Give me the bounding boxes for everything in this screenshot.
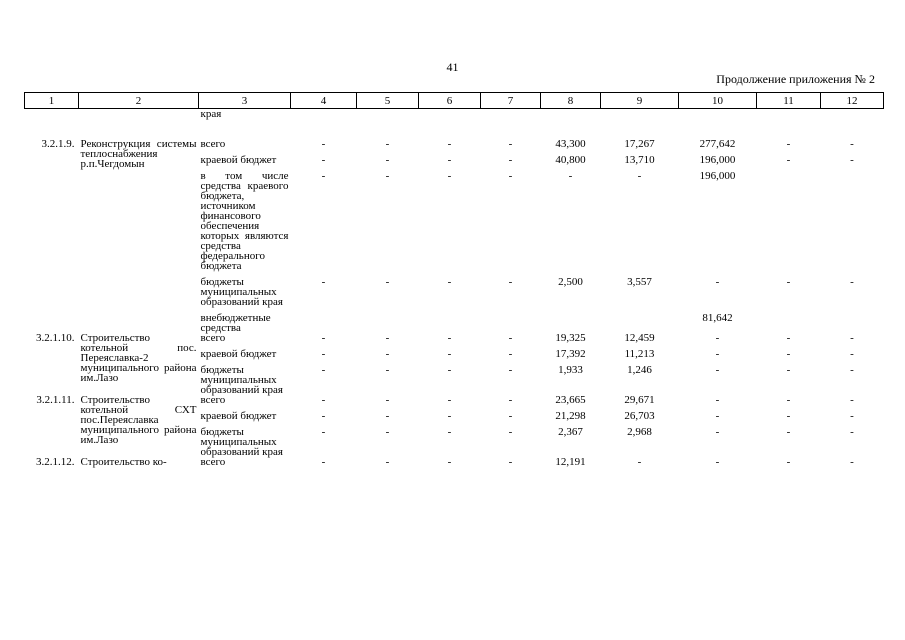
value-cell-c12: - (850, 154, 854, 166)
value-cell-c12: - (850, 276, 854, 288)
value-cell-c10: 81,642 (702, 312, 733, 324)
value-cell-c5: - (385, 348, 390, 360)
value-cell-c11: - (786, 138, 791, 150)
column-header: 2 (79, 93, 199, 109)
value-cell-c4: - (321, 154, 326, 166)
value-cell-c10: 196,000 (699, 154, 736, 166)
value-cell-c10: - (715, 456, 720, 468)
value-cell-c6 (419, 307, 481, 333)
item-code: 3.2.1.10. (36, 332, 75, 344)
value-cell-c8: 17,392 (555, 348, 586, 360)
value-cell-c10: - (715, 348, 720, 360)
table-row (25, 457, 884, 467)
value-cell-c8: 2,500 (558, 276, 583, 288)
column-header: 4 (291, 93, 357, 109)
value-cell-c4: - (321, 394, 326, 406)
value-cell-c9 (601, 307, 679, 333)
table-row (25, 333, 884, 343)
value-cell-c8: 21,298 (555, 410, 586, 422)
value-cell-c10: 196,000 (699, 170, 736, 182)
value-cell-c5: - (385, 410, 390, 422)
value-cell-c11: - (786, 154, 791, 166)
value-cell-c8: 1,933 (558, 364, 583, 376)
value-cell-c9: 2,968 (627, 426, 652, 438)
column-header: 8 (541, 93, 601, 109)
value-cell-c7: - (508, 154, 513, 166)
value-cell-c11 (757, 307, 821, 333)
value-cell-c6: - (447, 364, 452, 376)
value-cell-c5: - (385, 332, 390, 344)
value-cell-c7: - (508, 276, 513, 288)
table-body (25, 109, 884, 468)
value-cell-c10: - (715, 276, 720, 288)
column-header: 11 (757, 93, 821, 109)
funding-source: всего (200, 138, 226, 150)
value-cell-c9: 1,246 (627, 364, 652, 376)
column-header: 12 (821, 93, 884, 109)
value-cell-c7: - (508, 138, 513, 150)
funding-source: краевой бюджет (200, 410, 277, 422)
funding-source: бюджеты муниципальных образований края (200, 364, 283, 396)
funding-source: бюджеты муниципальных образований края (200, 276, 283, 308)
value-cell-c12: - (850, 394, 854, 406)
value-cell-c6: - (447, 276, 452, 288)
funding-source: в том числе средства краевого бюджета, источником финансового обеспечения которых являются средства федерального бюджета (200, 170, 289, 272)
value-cell-c9: - (637, 170, 642, 182)
value-cell-c4: - (321, 410, 326, 422)
value-cell-c6: - (447, 154, 452, 166)
value-cell-c6: - (447, 348, 452, 360)
item-title: Реконструкция системы теплоснабжения р.п.Чегдомын (80, 138, 197, 170)
value-cell-c7: - (508, 394, 513, 406)
value-cell-c10: 277,642 (699, 138, 736, 150)
item-code: 3.2.1.12. (36, 456, 75, 468)
value-cell-c12 (821, 165, 884, 271)
value-cell-c11: - (786, 364, 791, 376)
value-cell-c11: - (786, 410, 791, 422)
page-number: 41 (446, 60, 459, 74)
value-cell-c9: 26,703 (624, 410, 655, 422)
value-cell-c8: - (568, 170, 573, 182)
value-cell-c11: - (786, 276, 791, 288)
column-header: 9 (601, 93, 679, 109)
value-cell-c8: 43,300 (555, 138, 586, 150)
value-cell-c12: - (850, 456, 854, 468)
value-cell-c12: - (850, 332, 854, 344)
value-cell-c11: - (786, 426, 791, 438)
value-cell-c10: - (715, 332, 720, 344)
value-cell-c11: - (786, 394, 791, 406)
funding-source: краевой бюджет (200, 348, 277, 360)
value-cell-c12: - (850, 348, 854, 360)
value-cell-c8: 12,191 (555, 456, 586, 468)
value-cell-c10: - (715, 394, 720, 406)
column-header: 1 (25, 93, 79, 109)
value-cell-c5: - (385, 138, 390, 150)
value-cell-c4 (291, 307, 357, 333)
item-title: Строительство котельной пос. Переяславка-2 муниципального района им.Лазо (80, 332, 197, 384)
column-header: 7 (481, 93, 541, 109)
value-cell-c8: 19,325 (555, 332, 586, 344)
value-cell-c8: 23,665 (555, 394, 586, 406)
value-cell-c9: 11,213 (624, 348, 655, 360)
carryover-row (25, 109, 884, 120)
value-cell-c7 (481, 307, 541, 333)
value-cell-c5: - (385, 364, 390, 376)
value-cell-c6: - (447, 332, 452, 344)
funding-source: бюджеты муниципальных образований края (200, 426, 283, 458)
funding-source: всего (200, 456, 226, 468)
value-cell-c5: - (385, 170, 390, 182)
value-cell-c4: - (321, 138, 326, 150)
value-cell-c6: - (447, 456, 452, 468)
value-cell-c8: 2,367 (558, 426, 583, 438)
item-code: 3.2.1.9. (41, 138, 75, 150)
value-cell-c11 (757, 165, 821, 271)
value-cell-c7: - (508, 364, 513, 376)
value-cell-c9: 17,267 (624, 138, 655, 150)
carryover-text: края (200, 108, 222, 120)
value-cell-c9: 12,459 (624, 332, 655, 344)
item-title: Строительство ко- (80, 456, 167, 468)
column-number-row (25, 93, 884, 109)
item-code: 3.2.1.11. (36, 394, 75, 406)
value-cell-c10: - (715, 410, 720, 422)
value-cell-c5: - (385, 456, 390, 468)
value-cell-c11: - (786, 348, 791, 360)
funding-source: всего (200, 332, 226, 344)
column-header: 3 (199, 93, 291, 109)
value-cell-c11: - (786, 456, 791, 468)
continuation-label: Продолжение приложения № 2 (716, 72, 875, 86)
value-cell-c6: - (447, 138, 452, 150)
value-cell-c6: - (447, 426, 452, 438)
spacer-row (25, 119, 884, 139)
value-cell-c4: - (321, 348, 326, 360)
value-cell-c5: - (385, 276, 390, 288)
value-cell-c12: - (850, 138, 854, 150)
funding-source: краевой бюджет (200, 154, 277, 166)
value-cell-c4: - (321, 364, 326, 376)
value-cell-c9: - (637, 456, 642, 468)
value-cell-c5: - (385, 154, 390, 166)
value-cell-c8 (541, 307, 601, 333)
value-cell-c7: - (508, 332, 513, 344)
budget-table (24, 92, 884, 467)
value-cell-c4: - (321, 332, 326, 344)
column-header: 6 (419, 93, 481, 109)
table-row (25, 139, 884, 149)
value-cell-c6: - (447, 170, 452, 182)
item-title: Строительство котельной СХТ пос.Переяславка муниципального района им.Лазо (80, 394, 197, 446)
value-cell-c12: - (850, 410, 854, 422)
value-cell-c5: - (385, 426, 390, 438)
value-cell-c4: - (321, 170, 326, 182)
column-header: 5 (357, 93, 419, 109)
value-cell-c12: - (850, 426, 854, 438)
column-header: 10 (679, 93, 757, 109)
value-cell-c6: - (447, 410, 452, 422)
funding-source: всего (200, 394, 226, 406)
value-cell-c4: - (321, 276, 326, 288)
value-cell-c5: - (385, 394, 390, 406)
value-cell-c7: - (508, 170, 513, 182)
value-cell-c8: 40,800 (555, 154, 586, 166)
value-cell-c7: - (508, 410, 513, 422)
value-cell-c12 (821, 307, 884, 333)
value-cell-c7: - (508, 456, 513, 468)
value-cell-c7: - (508, 348, 513, 360)
value-cell-c10: - (715, 364, 720, 376)
table-row (25, 395, 884, 405)
value-cell-c10: - (715, 426, 720, 438)
value-cell-c9: 29,671 (624, 394, 655, 406)
value-cell-c6: - (447, 394, 452, 406)
funding-source: внебюджетные средства (200, 312, 271, 334)
value-cell-c9: 3,557 (627, 276, 652, 288)
value-cell-c4: - (321, 456, 326, 468)
value-cell-c11: - (786, 332, 791, 344)
value-cell-c9: 13,710 (624, 154, 655, 166)
value-cell-c7: - (508, 426, 513, 438)
value-cell-c5 (357, 307, 419, 333)
value-cell-c12: - (850, 364, 854, 376)
value-cell-c4: - (321, 426, 326, 438)
